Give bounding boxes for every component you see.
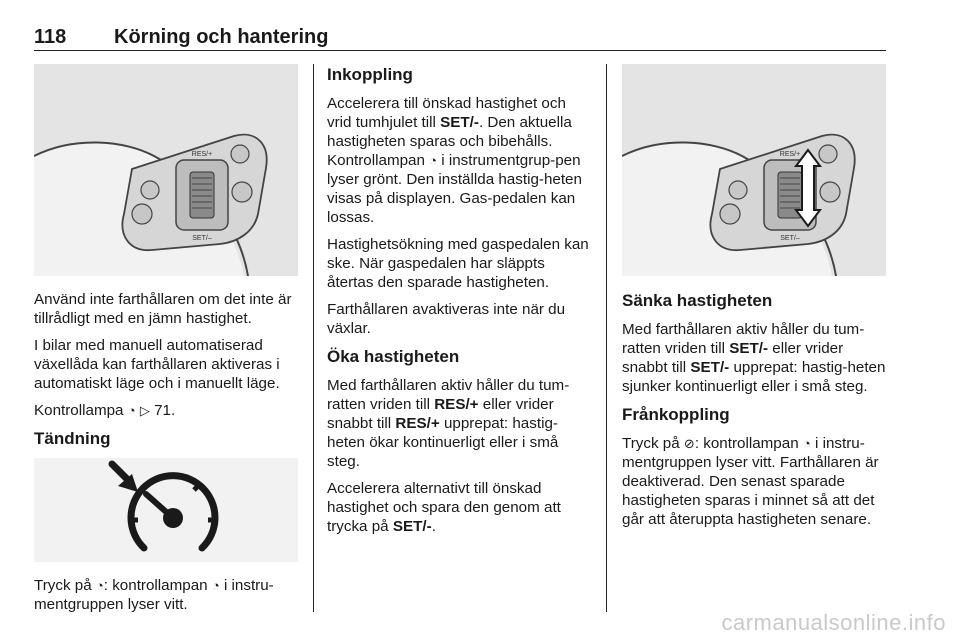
paragraph-engage: [327, 94, 593, 227]
text-fragment: eller vrider snabbt till: [622, 340, 844, 376]
column-1: [34, 64, 298, 622]
page-reference-icon: ▷: [139, 403, 150, 418]
heading-oka-hastigheten: Öka hastigheten: [327, 347, 460, 366]
cruise-indicator-icon: ◔: [211, 578, 220, 593]
text-fragment: i instru-mentgruppen lyser vitt. Farthållaren är deaktiverad. Den senast sparade hastigheten sparas i minnet så att det går att återuppta hastigheten senare.: [622, 435, 879, 528]
text-fragment: Tryck på: [34, 577, 92, 594]
heading-frankoppling: Frånkoppling: [622, 405, 730, 424]
key-set: SET/-: [392, 518, 432, 535]
paragraph-constant-speed: Använd inte farthållaren om det inte är tillrådligt med en jämn hastighet.: [34, 291, 292, 327]
page-header: [34, 26, 886, 56]
heading-sanka-hastigheten: Sänka hastigheten: [622, 291, 773, 310]
paragraph-automated-gearbox: I bilar med manuell automatiserad växellåda kan farthållaren aktiveras i automatiskt läge och i manuellt läge.: [34, 337, 280, 392]
text-fragment: : kontrollampan: [103, 577, 208, 594]
page-reference: 71.: [154, 402, 176, 419]
steering-wheel-controls-figure: [34, 64, 298, 276]
heading-inkoppling: Inkoppling: [327, 65, 413, 84]
key-set: SET/-: [690, 359, 730, 376]
heading-tandning: Tändning: [34, 429, 111, 448]
res-label: RES/+: [779, 151, 801, 158]
text-fragment: upprepat: hastig-heten ökar kontinuerligt eller i små steg.: [327, 415, 559, 470]
indicator-label: Kontrollampa: [34, 402, 124, 419]
column-3: [622, 64, 886, 537]
speedometer-icon: [130, 476, 216, 548]
cruise-indicator-icon: ◔: [429, 153, 438, 168]
set-label: SET/–: [192, 235, 212, 242]
paragraph-alternative: [327, 479, 593, 536]
key-set: SET/-: [729, 340, 769, 357]
ignition-indicator-figure: [34, 458, 298, 562]
text-fragment: Accelerera alternativt till önskad hastighet och spara den genom att trycka på: [327, 480, 561, 535]
chapter-title: Körning och hantering: [114, 26, 329, 48]
text-fragment: Tryck på: [622, 435, 680, 452]
watermark: carmanualsonline.info: [721, 610, 946, 635]
key-res: RES/+: [434, 396, 479, 413]
cruise-indicator-icon: ◔: [802, 436, 811, 451]
paragraph-shifting: Farthållaren avaktiveras inte när du växlar.: [327, 301, 566, 337]
text-fragment: . Den aktuella hastigheten sparas och bibehålls. Kontrollampan: [327, 114, 572, 169]
set-label: SET/–: [780, 235, 800, 242]
paragraph-increase-speed: [327, 376, 593, 471]
cruise-indicator-icon: ◔: [95, 578, 104, 593]
text-fragment: Med farthållaren aktiv håller du tum-ratten vriden till: [622, 321, 865, 357]
text-fragment: : kontrollampan: [694, 435, 799, 452]
paragraph-decrease-speed: [622, 320, 886, 396]
column-divider-1: [313, 64, 314, 612]
res-label: RES/+: [191, 151, 213, 158]
key-set: SET/-: [440, 114, 479, 131]
text-fragment: eller vrider snabbt till: [327, 396, 554, 432]
steering-wheel-arrow-figure: [622, 64, 886, 276]
page-number: 118: [34, 26, 67, 48]
key-res: RES/+: [395, 415, 440, 432]
paragraph-indicator-ref: [34, 401, 298, 420]
text-fragment: Accelerera till önskad hastighet och vrid tumhjulet till: [327, 95, 566, 131]
paragraph-ignition-press: [34, 576, 298, 614]
arrow-icon: [112, 464, 138, 492]
text-fragment: Med farthållaren aktiv håller du tum-ratten vriden till: [327, 377, 570, 413]
column-divider-2: [606, 64, 607, 612]
cruise-indicator-icon: ◔: [127, 403, 136, 418]
column-2: [327, 64, 593, 544]
header-rule: [34, 50, 886, 51]
cruise-cancel-icon: ⊘: [683, 436, 695, 451]
paragraph-disengage: [622, 434, 886, 529]
text-fragment: .: [431, 518, 436, 535]
paragraph-accelerate: Hastighetsökning med gaspedalen kan ske. När gaspedalen har släppts återtas den sparade hastigheten.: [327, 236, 589, 291]
text-fragment: upprepat: hastig-heten sjunker kontinuerligt eller i små steg.: [622, 359, 886, 395]
text-fragment: i instru-mentgruppen lyser vitt.: [34, 577, 274, 613]
text-fragment: i instrumentgrup-pen lyser grönt. Den inställda hastig-heten visas på displayen. Gas-pedalen kan lossas.: [327, 152, 582, 226]
